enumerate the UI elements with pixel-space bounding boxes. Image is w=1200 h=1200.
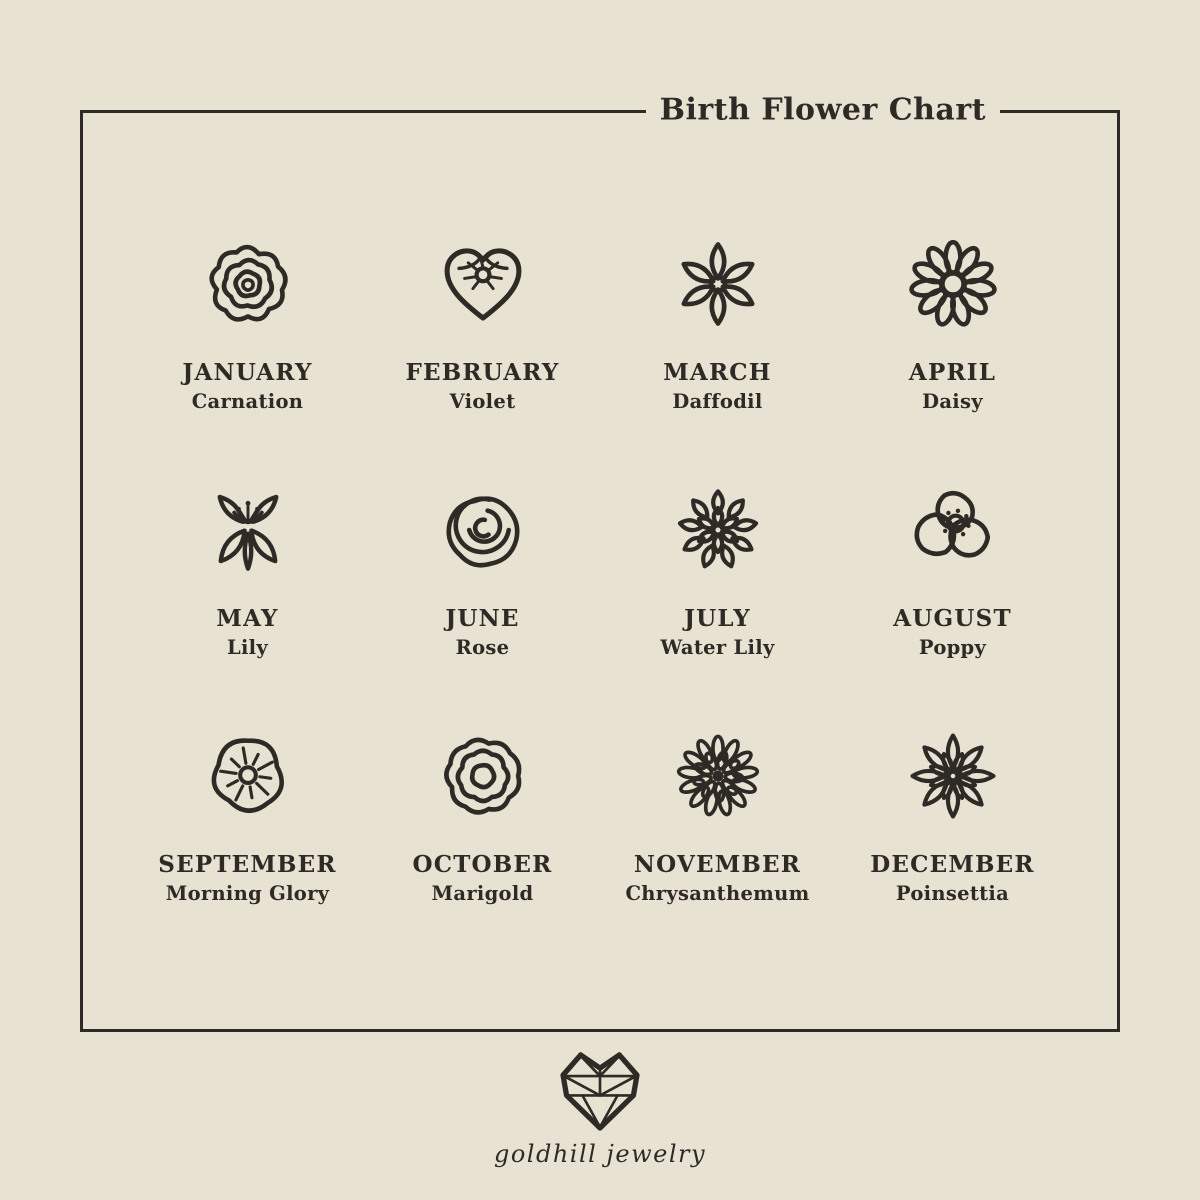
grid-row [130, 484, 1070, 730]
carnation-icon [202, 238, 294, 330]
flower-label: Lily [226, 636, 269, 660]
month-cell-january [130, 238, 365, 484]
flower-label: Poppy [918, 636, 987, 660]
water-lily-icon [672, 484, 764, 576]
month-label: JANUARY [182, 359, 313, 386]
flower-label: Chrysanthemum [625, 882, 810, 906]
morning-glory-icon [202, 730, 294, 822]
daisy-icon [907, 238, 999, 330]
flower-label: Water Lily [660, 636, 775, 660]
month-cell-march [600, 238, 835, 484]
flower-label: Violet [449, 390, 516, 414]
month-cell-june [365, 484, 600, 730]
month-label: SEPTEMBER [158, 851, 337, 878]
flower-label: Daisy [922, 390, 983, 414]
poppy-icon [907, 484, 999, 576]
month-label: AUGUST [893, 605, 1012, 632]
flower-label: Morning Glory [165, 882, 330, 906]
flower-label: Marigold [431, 882, 534, 906]
grid-row [130, 730, 1070, 976]
flower-label: Poinsettia [895, 882, 1010, 906]
brand-name: goldhill jewelry [493, 1140, 707, 1168]
month-cell-august [835, 484, 1070, 730]
month-label: NOVEMBER [633, 851, 802, 878]
month-label: FEBRUARY [405, 359, 560, 386]
month-label: APRIL [908, 359, 997, 386]
lily-icon [202, 484, 294, 576]
month-label: JUNE [445, 605, 520, 632]
month-label: MARCH [663, 359, 772, 386]
brand-logo [0, 1050, 1200, 1168]
page-title: Birth Flower Chart [646, 93, 1000, 128]
month-label: OCTOBER [412, 851, 553, 878]
month-cell-february [365, 238, 600, 484]
month-cell-september [130, 730, 365, 976]
violet-icon [437, 238, 529, 330]
month-cell-may [130, 484, 365, 730]
month-cell-december [835, 730, 1070, 976]
faceted-heart-icon [556, 1050, 644, 1132]
birth-flower-grid [80, 110, 1120, 976]
month-label: MAY [216, 605, 279, 632]
chrysanthemum-icon [672, 730, 764, 822]
month-cell-july [600, 484, 835, 730]
flower-label: Rose [455, 636, 510, 660]
month-cell-november [600, 730, 835, 976]
marigold-icon [437, 730, 529, 822]
month-label: DECEMBER [870, 851, 1035, 878]
month-cell-october [365, 730, 600, 976]
rose-icon [437, 484, 529, 576]
month-label: JULY [684, 605, 751, 632]
flower-label: Daffodil [672, 390, 763, 414]
poinsettia-icon [907, 730, 999, 822]
month-cell-april [835, 238, 1070, 484]
daffodil-icon [672, 238, 764, 330]
grid-row [130, 238, 1070, 484]
flower-label: Carnation [191, 390, 304, 414]
